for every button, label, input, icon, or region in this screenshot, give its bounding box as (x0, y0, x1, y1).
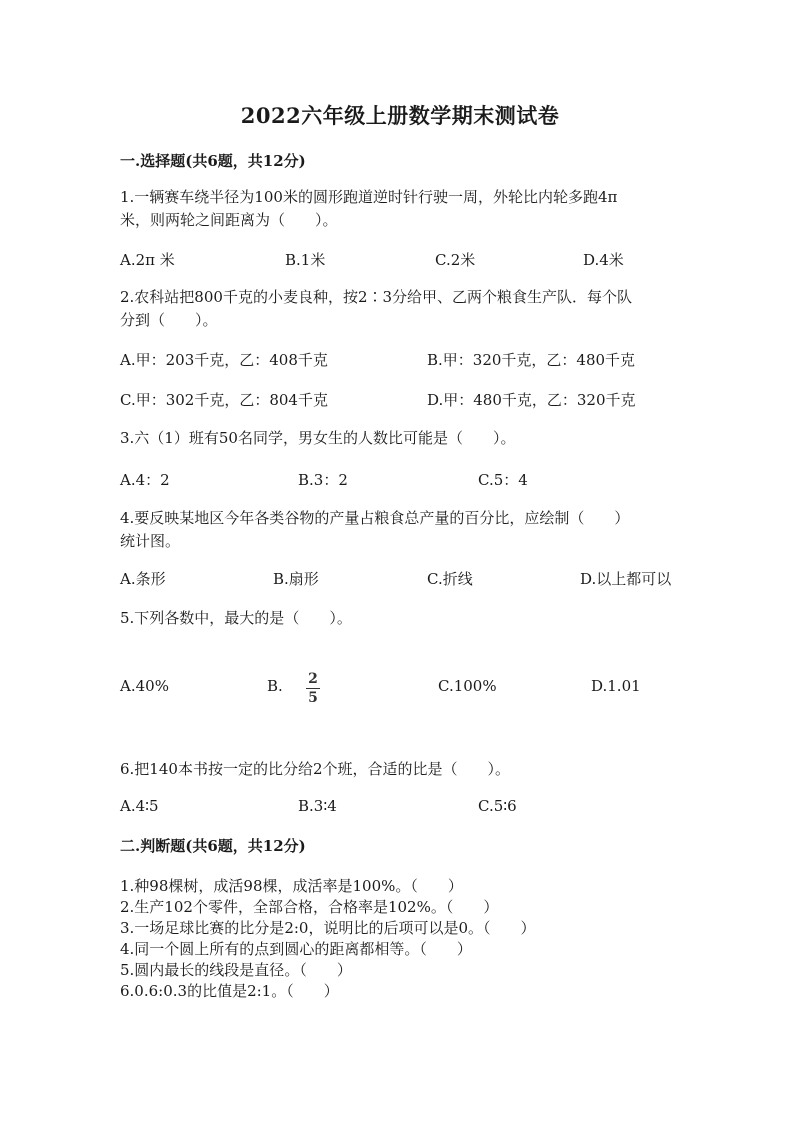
question-text-line: 6.把140本书按一定的比分给2个班，合适的比是（ ）。 (120, 760, 510, 778)
question-4 (120, 507, 680, 553)
option-c: C.甲：302千克，乙：804千克 (120, 391, 328, 409)
question-text-line: 分到（ ）。 (120, 311, 218, 329)
question-text-line: 3.六（1）班有50名同学，男女生的人数比可能是（ ）。 (120, 429, 516, 447)
judge-item: 1.种98棵树，成活98棵，成活率是100%。（ ） (120, 877, 463, 895)
option-d: D.甲：480千克，乙：320千克 (427, 391, 636, 409)
option-a: A.条形 (120, 570, 166, 588)
judge-item: 3.一场足球比赛的比分是2:0，说明比的后项可以是0。（ ） (120, 919, 536, 937)
judge-item: 5.圆内最长的线段是直径。（ ） (120, 961, 352, 979)
option-b: B.3∶4 (298, 797, 337, 815)
option-c: C.折线 (427, 570, 473, 588)
question-2 (120, 286, 680, 332)
option-a: A.40% (120, 677, 169, 695)
option-d: D.以上都可以 (580, 570, 672, 588)
question-5 (120, 607, 680, 630)
judge-item: 2.生产102个零件，全部合格，合格率是102%。（ ） (120, 898, 499, 916)
judge-item: 6.0.6:0.3的比值是2:1。（ ） (120, 982, 339, 1000)
option-b: B.扇形 (273, 570, 319, 588)
option-b: B.1米 (285, 251, 326, 269)
option-c: C.5∶6 (478, 797, 517, 815)
question-3 (120, 427, 680, 450)
question-text-line: 统计图。 (120, 532, 181, 550)
option-d: D.4米 (583, 251, 624, 269)
question-text-line: 4.要反映某地区今年各类谷物的产量占粮食总产量的百分比，应绘制（ ） (120, 509, 630, 527)
option-a: A.4：2 (120, 471, 170, 489)
question-text-line: 2.农科站把800千克的小麦良种，按2∶3分给甲、乙两个粮食生产队．每个队 (120, 288, 633, 306)
question-text-line: 5.下列各数中，最大的是（ ）。 (120, 609, 352, 627)
page-title: 2022六年级上册数学期末测试卷 (240, 103, 560, 128)
question-6 (120, 758, 680, 781)
section-heading-choice: 一.选择题(共6题，共12分) (120, 152, 306, 170)
judge-item: 4.同一个圆上所有的点到圆心的距离都相等。（ ） (120, 940, 472, 958)
fraction-denominator: 5 (308, 690, 318, 706)
option-c: C.2米 (435, 251, 476, 269)
option-b: B.3：2 (298, 471, 348, 489)
fraction-bar (306, 688, 320, 689)
question-text-line: 米，则两轮之间距离为（ ）。 (120, 211, 338, 229)
option-d: D.1.01 (591, 677, 641, 695)
fraction-two-fifths (306, 672, 320, 705)
option-c: C.5：4 (478, 471, 528, 489)
option-b: B. (267, 677, 283, 695)
option-a: A.2π 米 (120, 251, 175, 269)
option-b: B.甲：320千克，乙：480千克 (427, 351, 636, 369)
section-heading-judge: 二.判断题(共6题，共12分) (120, 837, 306, 855)
question-1 (120, 186, 680, 232)
question-text-line: 1.一辆赛车绕半径为100米的圆形跑道逆时针行驶一周，外轮比内轮多跑4π (120, 188, 618, 206)
fraction-numerator: 2 (308, 671, 318, 687)
option-a: A.4∶5 (120, 797, 159, 815)
option-a: A.甲：203千克，乙：408千克 (120, 351, 328, 369)
option-c: C.100% (438, 677, 497, 695)
